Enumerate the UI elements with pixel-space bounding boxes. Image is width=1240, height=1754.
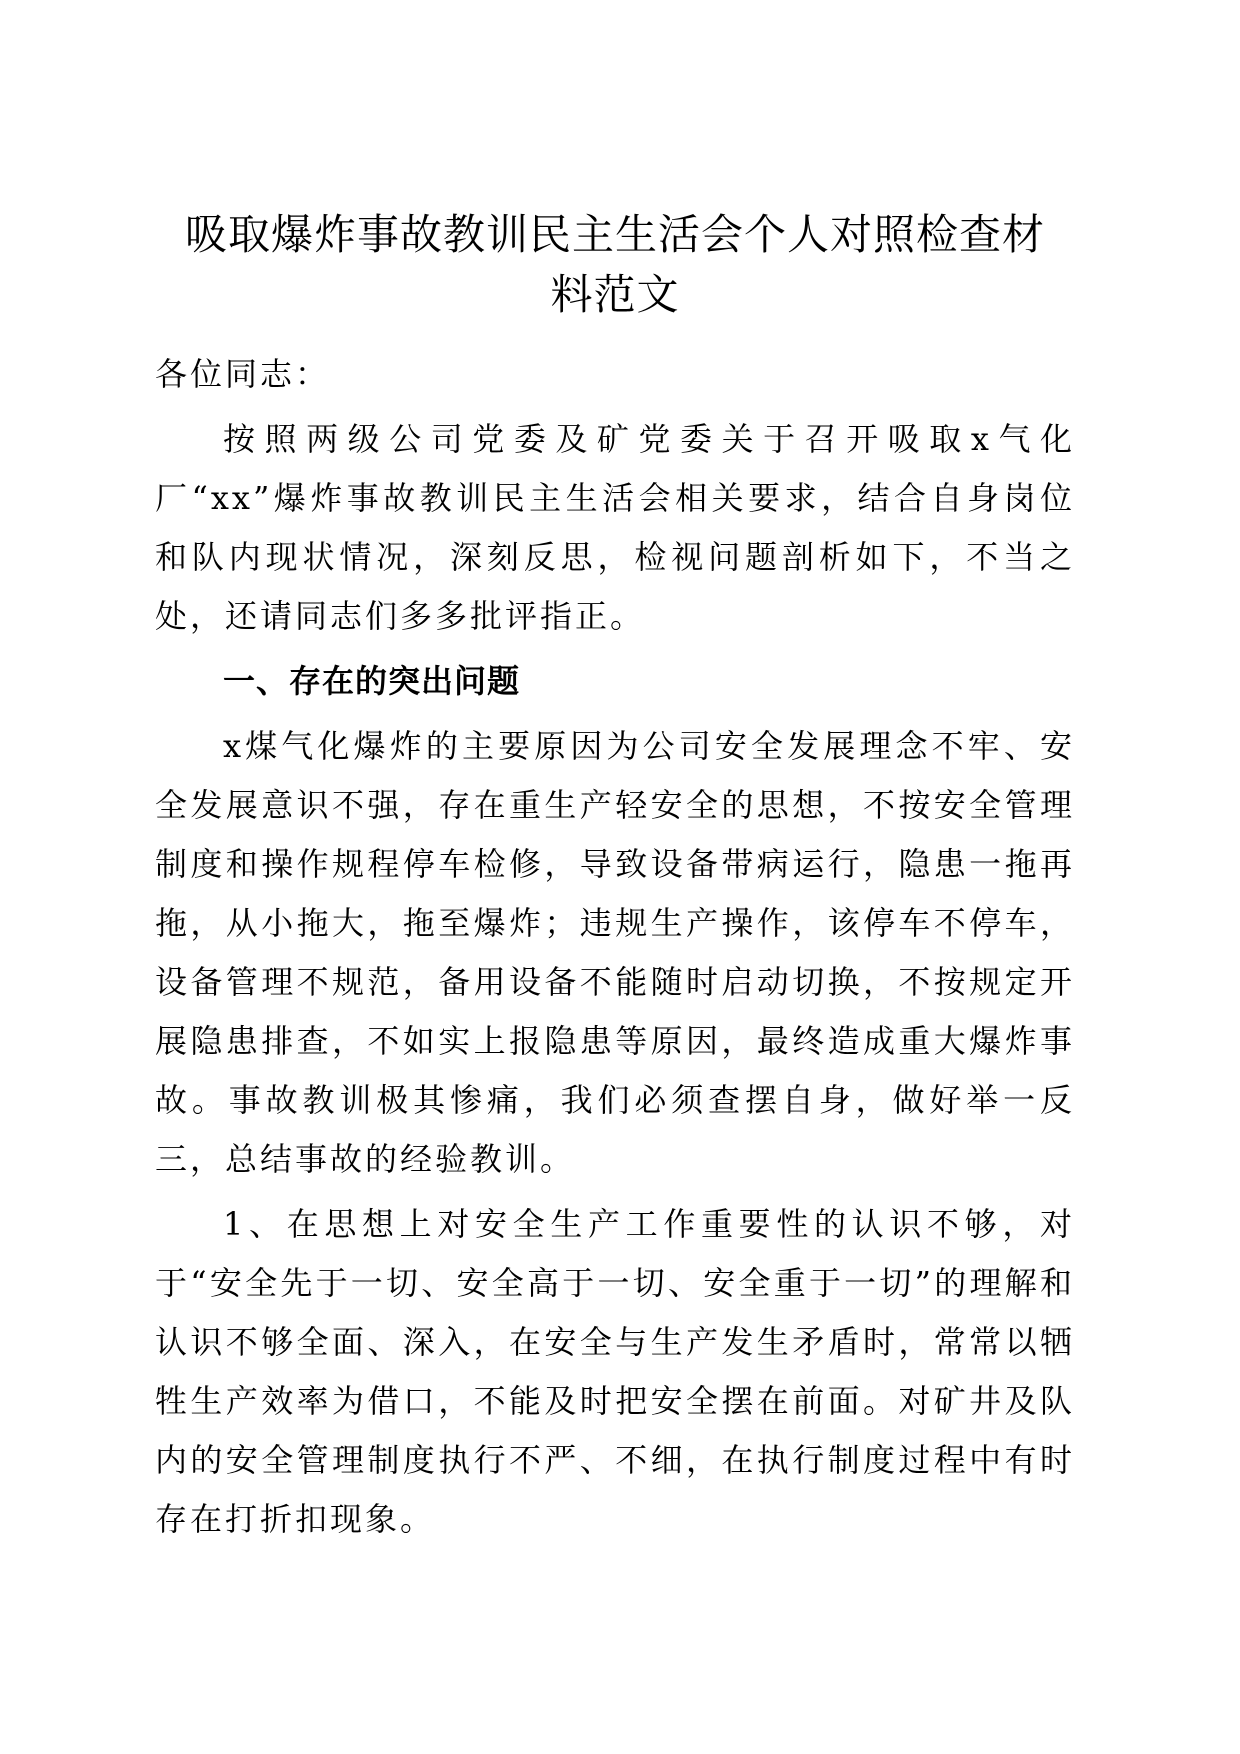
title-line-2: 料范文 (550, 270, 680, 319)
document-page (155, 205, 1075, 1555)
section1-paragraph-2: 1、在思想上对安全生产工作重要性的认识不够，对于“安全先于一切、安全高于一切、安全重于一切”的理解和认识不够全面、深入，在安全与生产发生矛盾时，常常以牺牲生产效率为借口，不能及时把安全摆在前面。对矿井及队内的安全管理制度执行不严、不细，在执行制度过程中有时存在打折扣现象。 (155, 1205, 1075, 1538)
title-line-1: 吸取爆炸事故教训民主生活会个人对照检查材 (184, 210, 1045, 259)
section1-paragraph-1: x煤气化爆炸的主要原因为公司安全发展理念不牢、安全发展意识不强，存在重生产轻安全的思想，不按安全管理制度和操作规程停车检修，导致设备带病运行，隐患一拖再拖，从小拖大，拖至爆炸；违规生产操作，该停车不停车，设备管理不规范，备用设备不能随时启动切换，不按规定开展隐患排查，不如实上报隐患等原因，最终造成重大爆炸事故。事故教训极其惨痛，我们必须查摆自身，做好举一反三，总结事故的经验教训。 (155, 727, 1075, 1178)
document-title (155, 205, 1075, 325)
salutation: 各位同志： (155, 355, 331, 393)
section-heading-1: 一、存在的突出问题 (223, 662, 521, 700)
intro-paragraph: 按照两级公司党委及矿党委关于召开吸取x气化厂“xx”爆炸事故教训民主生活会相关要求，结合自身岗位和队内现状情况，深刻反思，检视问题剖析如下，不当之处，还请同志们多多批评指正。 (155, 420, 1075, 635)
